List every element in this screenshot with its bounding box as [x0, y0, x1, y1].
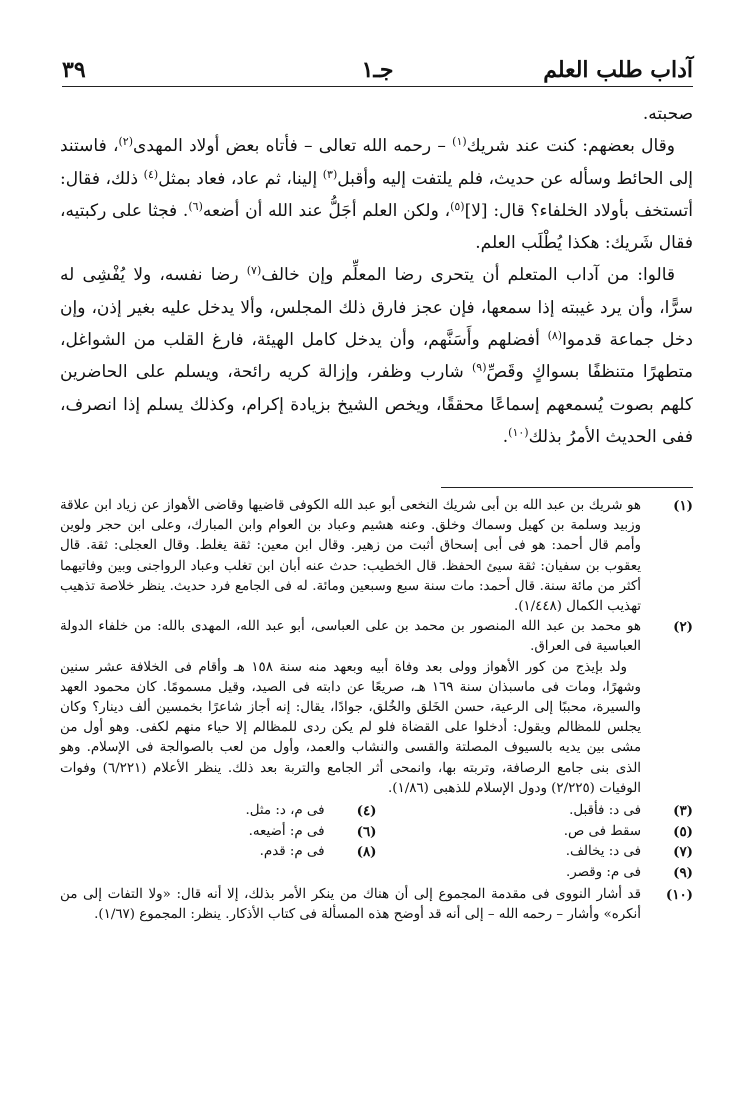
- footnote-ref-5[interactable]: (٥): [450, 199, 465, 213]
- footnote-ref-1[interactable]: (١): [452, 135, 467, 149]
- footnote-ref-6[interactable]: (٦): [188, 199, 203, 213]
- running-title: آداب طلب العلم: [543, 57, 693, 83]
- volume-label: جـ١: [361, 57, 394, 83]
- footnote-text: هو محمد بن عبد الله المنصور بن محمد بن على العباسى، أبو عبد الله، المهدى بالله: من خلفاء الدولة العباسية فى العراق.: [60, 619, 641, 655]
- short-footnote-row: [60, 822, 693, 843]
- footnote-10: [60, 885, 693, 925]
- footnote-separator: [441, 487, 693, 488]
- paragraph-0: صحبته.: [642, 104, 693, 124]
- paragraph-2: قالوا: من آداب المتعلم أن يتحرى رضا المعلِّم وإن خالف$^{(٧)}$ رضا نفسه، ولا يُفْشِى له سرًّا، وأن يرد غيبته إذا سمعها، فإن عجز فارق ذلك المجلس، وألا يدخل عليه بغير إذن، وإن دخل جماعة قدموا$^{(٨)}$ أفضلهم وأَسَنَّهم، وأن يدخل كامل الهيئة، فارغ القلب من الشواغل، متطهرًا متنظفًا بسواكٍ وقَصِّ$^{(٩)}$ شارب وظفر، وإزالة كريه رائحة، ويسلم على الحاضرين كلهم بصوت يُسمعهم إسماعًا محققًا، ويخص الشيخ بزيادة إكرام، وكذلك يسلم إذا انصرف، ففى الحديث الأمرُ بذلك$^{(١٠)}$.: [60, 264, 694, 447]
- footnote-8: (٨) فى م: قدم.: [259, 844, 377, 861]
- footnote-ref-8[interactable]: (٨): [547, 329, 563, 343]
- main-text: [60, 98, 693, 453]
- footnote-number: (٢): [673, 619, 693, 636]
- footnote-2: [60, 617, 693, 799]
- page-number: ٣٩: [62, 57, 86, 83]
- footnote-text: قد أشار النووى فى مقدمة المجموع إلى أن هناك من ينكر الأمر بذلك، إلا أنه قال: «ولا التفات إلى من أنكره» وأشار – رحمه الله – إلى أنه قد أوضح هذه المسألة فى كتاب الأذكار. ينظر: المجموع (١/٦٧).: [60, 887, 641, 923]
- footnote-number: (١): [673, 498, 693, 514]
- footnote-ref-7[interactable]: (٧): [246, 264, 262, 278]
- footnote-number: (١٠): [665, 887, 693, 904]
- footnote-ref-4[interactable]: (٤): [143, 167, 159, 181]
- footnote-7: (٧) فى د: يخالف.: [565, 844, 693, 861]
- footnotes: [60, 496, 693, 925]
- footnote-9: (٩) فى م: وقصر.: [565, 864, 693, 881]
- footnote-text: هو شريك بن عبد الله بن أبى شريك النخعى أبو عبد الله الكوفى قاضيها وقاضى الأهواز عن زياد ابن علاقة وزبيد وسلمة بن كهيل وسماك وخلق. وعنه هشيم وعباد بن العوام وابن المبارك، وعلى ابن حجر ولوين وأمم قال أحمد: هو فى أبى إسحاق أثبت من زهير. وقال ابن معين: ثقة يغلط. وقال العجلى: ثقة. قال يعقوب بن سفيان: ثقة سيئ الحفظ. قال الخطيب: حدث عنه أبان ابن تغلب وعباد الرواجنى وبين وفاتيهما أكثر من مائة سنة. قال أحمد: مات سنة سبع وسبعين ومائة. له فى الجامع فرد حديث. ينظر خلاصة تذهيب تهذيب الكمال (١/٤٤٨).: [60, 498, 641, 615]
- paragraph-1: وقال بعضهم: كنت عند شريك$^{(١)}$ – رحمه الله تعالى – فأتاه بعض أولاد المهدى$^{(٢)}$، فاستند إلى الحائط وسأله عن حديث، فلم يلتفت إليه وأقبل$^{(٣)}$ إلينا، ثم عاد، فعاد بمثل$^{(٤)}$ ذلك، فقال: أتستخف بأولاد الخلفاء؟ قال: [لا]$^{(٥)}$، ولكن العلم أجَلُّ عند الله أن أضعه$^{(٦)}$. فجثا على ركبتيه، فقال شَريك: هكذا يُطْلَب العلم.: [60, 135, 693, 254]
- short-footnotes: [60, 801, 693, 883]
- short-footnote-row: [60, 863, 693, 884]
- footnote-ref-10[interactable]: (١٠): [508, 425, 529, 439]
- footnote-5: (٥) سقط فى ص.: [563, 823, 693, 840]
- footnote-ref-9[interactable]: (٩): [471, 361, 487, 375]
- short-footnote-row: [60, 842, 693, 863]
- short-footnote-row: [60, 801, 693, 822]
- empty-cell: [60, 863, 377, 884]
- footnote-6: (٦) فى م: أضيعه.: [248, 823, 377, 840]
- footnote-text-continued: ولد بإيذج من كور الأهواز وولى بعد وفاة أبيه وبعهد منه سنة ١٥٨ هـ وأقام فى الخلافة عشر سنين وشهرًا، ومات فى ماسبذان سنة ١٦٩ هـ، صريعًا عن دابته فى الصيد، وقيل مسمومًا. كان محمود العهد والسيرة، محببًا إلى الرعية، حسن الخَلق والخُلق، جوادًا، يقال: إنه أجاز شاعرًا بخمسين ألف دينار؟ وكان يجلس للمظالم ويقول: أدخلوا على القضاة فلو لم يكن ردى للمظالم إلا حياء منهم لكفى. وهو أول من مشى بين يديه بالسيوف المصلتة والقسى والنشاب والعمد، وأول من لعب بالصوالجة فى الإسلام. وهو الذى بنى جامع الرصافة، وتربته بها، وانمحى أثر الجامع والتربة بعد ذلك. ينظر الأعلام (٦/٢٢١) وفوات الوفيات (٢/٢٢٥) ودول الإسلام للذهبى (١/٨٦).: [60, 659, 642, 796]
- footnote-1: [60, 496, 693, 617]
- page-header: [62, 56, 693, 87]
- footnote-4: (٤) فى م، د: مثل.: [245, 803, 377, 820]
- footnote-ref-2[interactable]: (٢): [118, 135, 134, 149]
- footnote-3: (٣) فى د: فأقبل.: [569, 803, 693, 820]
- footnote-ref-3[interactable]: (٣): [322, 167, 338, 181]
